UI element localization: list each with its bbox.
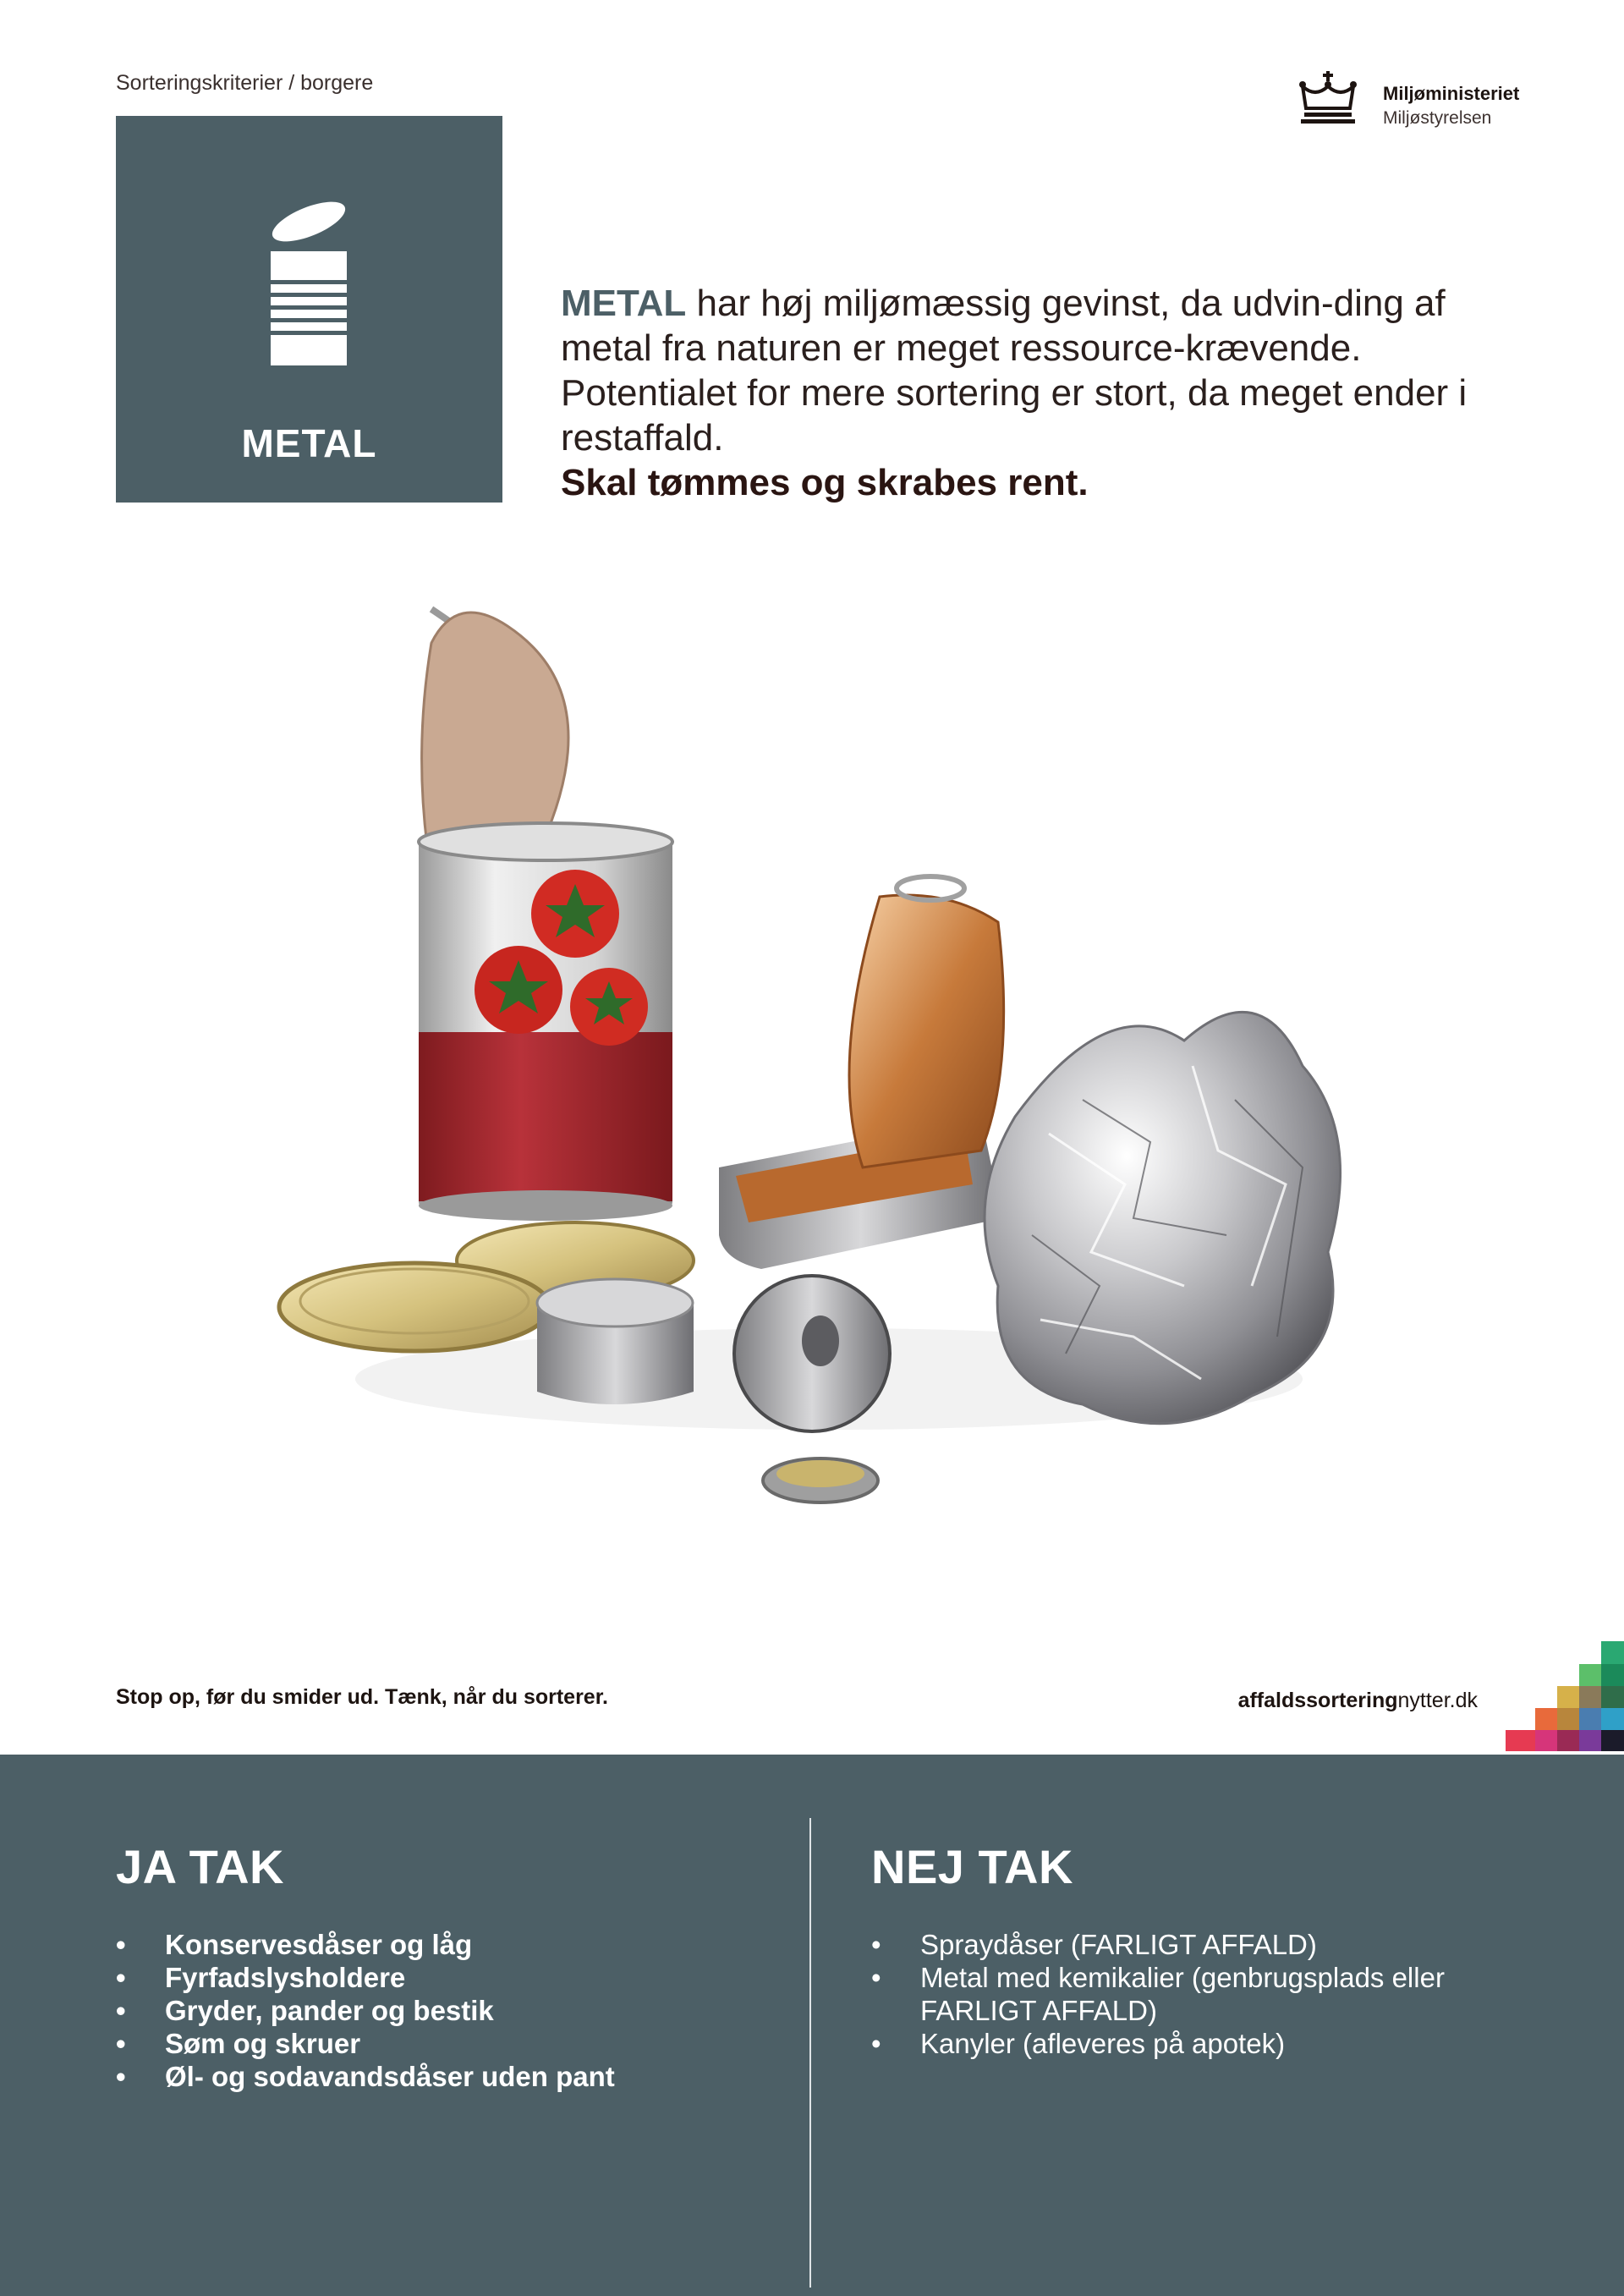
ministry-name: Miljøministeriet xyxy=(1383,83,1520,104)
sorting-panel xyxy=(0,1755,1624,2296)
list-item: • Spraydåser (FARLIGT AFFALD) xyxy=(871,1928,1522,1961)
list-item: • Søm og skruer xyxy=(116,2027,776,2060)
no-heading: NEJ TAK xyxy=(871,1840,1073,1893)
breadcrumb: Sorteringskriterier / borgere xyxy=(116,71,374,95)
column-divider xyxy=(809,1818,811,2288)
metal-items-photo xyxy=(237,592,1438,1540)
list-item: • Gryder, pander og bestik xyxy=(116,1994,776,2027)
crown-icon xyxy=(1294,68,1362,127)
list-item: • Øl- og sodavandsdåser uden pant xyxy=(116,2060,776,2093)
footer-slogan: Stop op, før du smider ud. Tænk, når du sorterer. xyxy=(116,1685,609,1709)
intro-emphasis: Skal tømmes og skrabes rent. xyxy=(561,462,1089,503)
yes-list xyxy=(116,1928,776,2093)
url-bold-part: affaldssortering xyxy=(1237,1689,1398,1712)
list-item: • Kanyler (afleveres på apotek) xyxy=(871,2027,1522,2060)
list-item: • Konservesdåser og låg xyxy=(116,1928,776,1961)
agency-name: Miljøstyrelsen xyxy=(1383,108,1492,128)
category-label: METAL xyxy=(241,421,377,465)
yes-column xyxy=(116,1839,776,2093)
intro-body: har høj miljømæssig gevinst, da udvin-ding af metal fra naturen er meget ressource-krævende. Potentialet for mere sortering er stort, da meget ender i restaffald. xyxy=(561,283,1468,459)
list-item: • Fyrfadslysholdere xyxy=(116,1961,776,1994)
no-column xyxy=(871,1839,1522,2060)
url-rest-part: nytter.dk xyxy=(1397,1689,1478,1712)
website-link[interactable] xyxy=(1238,1689,1478,1713)
list-item: • Metal med kemikalier (genbrugsplads eller FARLIGT AFFALD) xyxy=(871,1961,1522,2027)
pixel-mosaic-logo xyxy=(1506,1637,1624,1755)
category-tile xyxy=(116,116,502,503)
intro-keyword: METAL xyxy=(561,283,687,324)
intro-text xyxy=(561,281,1525,505)
no-list xyxy=(871,1928,1522,2060)
yes-heading: JA TAK xyxy=(116,1840,284,1893)
